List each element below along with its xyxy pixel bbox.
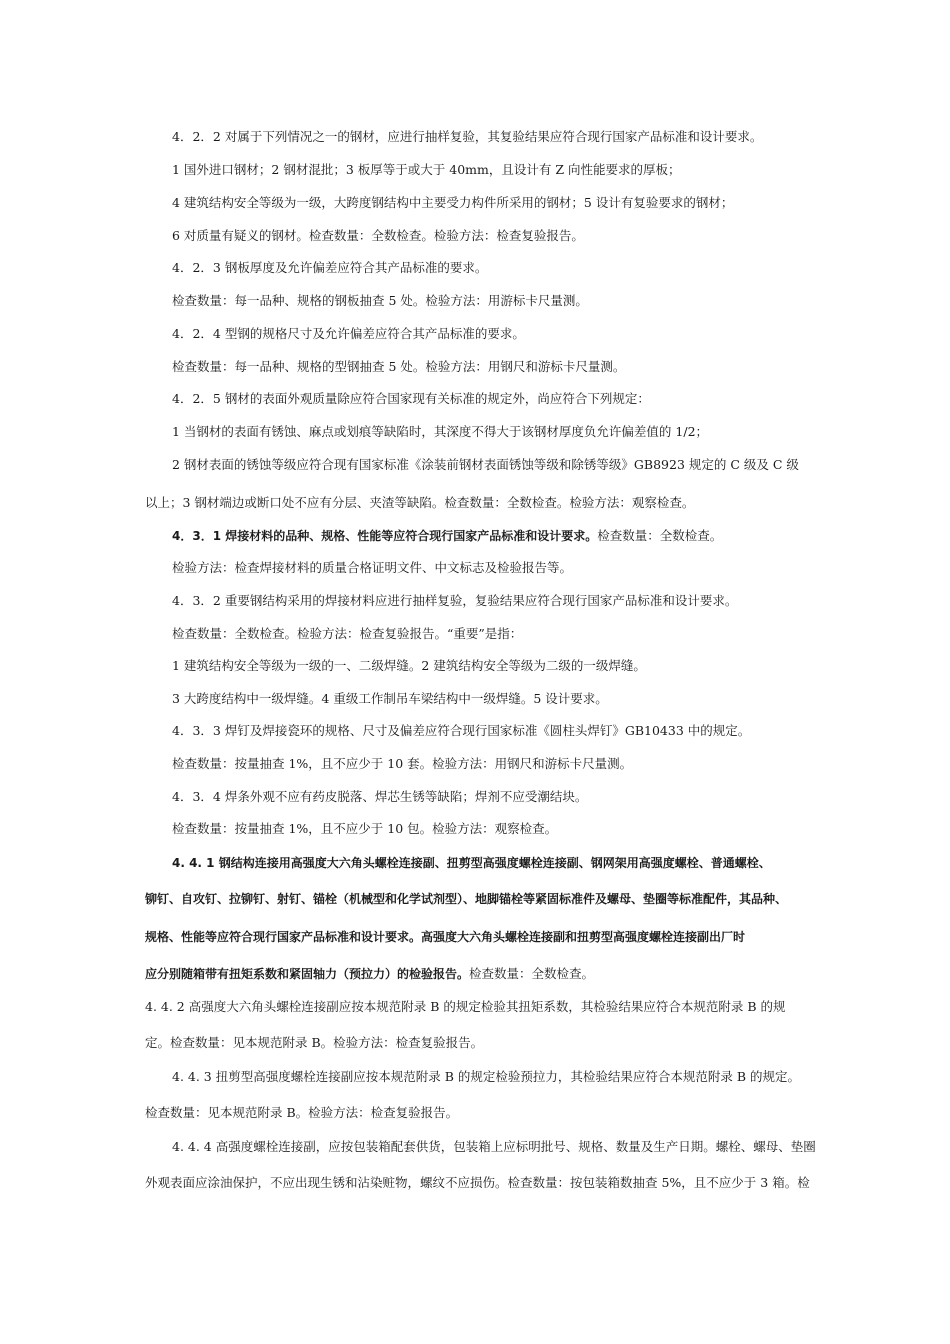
paragraph-4-4-2-line2: 定。检查数量：见本规范附录 B。检验方法：检查复验报告。: [145, 1035, 484, 1050]
paragraph-4-3-3: 4．3．3 焊钉及焊接瓷环的规格、尺寸及偏差应符合现行国家标准《圆柱头焊钉》GB10433 中的规定。: [172, 723, 751, 738]
paragraph-surface-3: 以上；3 钢材端边或断口处不应有分层、夹渣等缺陷。检查数量：全数检查。检验方法：观察检查。: [145, 495, 695, 510]
paragraph-4-4-1-line2: 铆钉、自攻钉、拉铆钉、射钉、锚栓（机械型和化学试剂型）、地脚锚栓等紧固标准件及螺母、垫圈等标准配件，其品种、: [145, 892, 788, 906]
paragraph-4-3-4: 4．3．4 焊条外观不应有药皮脱落、焊芯生锈等缺陷；焊剂不应受潮结块。: [172, 789, 588, 804]
paragraph-4-3-1-method: 检验方法：检查焊接材料的质量合格证明文件、中文标志及检验报告等。: [172, 560, 573, 575]
paragraph-list-4: 4 建筑结构安全等级为一级，大跨度钢结构中主要受力构件所采用的钢材；5 设计有复验要求的钢材；: [172, 195, 734, 210]
paragraph-4-4-4-line2: 外观表面应涂油保护，不应出现生锈和沾染赃物，螺纹不应损伤。检查数量：按包装箱数抽查 5%，且不应少于 3 箱。检: [145, 1175, 810, 1190]
paragraph-check-section-steel: 检查数量：每一品种、规格的型钢抽查 5 处。检验方法：用钢尺和游标卡尺量测。: [172, 359, 626, 374]
paragraph-4-2-4: 4．2．4 型钢的规格尺寸及允许偏差应符合其产品标准的要求。: [172, 326, 525, 341]
paragraph-4-4-1-check: 检查数量：全数检查。: [469, 966, 595, 981]
paragraph-list-6: 6 对质量有疑义的钢材。检查数量：全数检查。检验方法：检查复验报告。: [172, 228, 584, 243]
paragraph-4-4-4-line1: 4. 4. 4 高强度螺栓连接副，应按包装箱配套供货，包装箱上应标明批号、规格、数量及生产日期。螺栓、螺母、垫圈: [172, 1139, 816, 1154]
paragraph-important-3: 3 大跨度结构中一级焊缝。4 重级工作制吊车梁结构中一级焊缝。5 设计要求。: [172, 691, 608, 706]
paragraph-surface-2: 2 钢材表面的锈蚀等级应符合现有国家标准《涂装前钢材表面锈蚀等级和除锈等级》GB8923 规定的 C 级及 C 级: [172, 457, 799, 472]
paragraph-4-2-2: 4．2．2 对属于下列情况之一的钢材，应进行抽样复验，其复验结果应符合现行国家产品标准和设计要求。: [172, 129, 763, 144]
paragraph-4-4-2-line1: 4. 4. 2 高强度大六角头螺栓连接副应按本规范附录 B 的规定检验其扭矩系数，其检验结果应符合本规范附录 B 的规: [145, 999, 786, 1014]
paragraph-4-3-1-heading: 4．3．1 焊接材料的品种、规格、性能等应符合现行国家产品标准和设计要求。: [172, 529, 598, 543]
paragraph-4-3-1-check: 检查数量：全数检查。: [597, 528, 723, 543]
paragraph-important-1: 1 建筑结构安全等级为一级的一、二级焊缝。2 建筑结构安全等级为二级的一级焊缝。: [172, 658, 646, 673]
paragraph-4-3-2: 4．3．2 重要钢结构采用的焊接材料应进行抽样复验，复验结果应符合现行国家产品标准和设计要求。: [172, 593, 738, 608]
paragraph-4-2-5: 4．2．5 钢材的表面外观质量除应符合国家现有关标准的规定外，尚应符合下列规定：: [172, 391, 650, 406]
paragraph-surface-1: 1 当钢材的表面有锈蚀、麻点或划痕等缺陷时，其深度不得大于该钢材厚度负允许偏差值的 1/2；: [172, 424, 709, 439]
paragraph-4-4-1-line1: 4. 4. 1 钢结构连接用高强度大六角头螺栓连接副、扭剪型高强度螺栓连接副、钢网架用高强度螺栓、普通螺栓、: [172, 856, 771, 870]
paragraph-check-steel-plate: 检查数量：每一品种、规格的钢板抽查 5 处。检验方法：用游标卡尺量测。: [172, 293, 588, 308]
paragraph-list-1: 1 国外进口钢材；2 钢材混批；3 板厚等于或大于 40mm，且设计有 Z 向性能要求的厚板；: [172, 162, 681, 177]
paragraph-4-3-3-check: 检查数量：按量抽查 1%，且不应少于 10 套。检验方法：用钢尺和游标卡尺量测。: [172, 756, 633, 771]
paragraph-4-4-3-line2: 检查数量：见本规范附录 B。检验方法：检查复验报告。: [145, 1105, 459, 1120]
paragraph-4-4-1-report: 应分别随箱带有扭矩系数和紧固轴力（预拉力）的检验报告。: [145, 967, 470, 981]
paragraph-4-4-1-line3: 规格、性能等应符合现行国家产品标准和设计要求。高强度大六角头螺栓连接副和扭剪型高强度螺栓连接副出厂时: [145, 930, 746, 944]
paragraph-4-3-1: [172, 527, 722, 545]
paragraph-4-4-3-line1: 4. 4. 3 扭剪型高强度螺栓连接副应按本规范附录 B 的规定检验预拉力，其检验结果应符合本规范附录 B 的规定。: [172, 1069, 800, 1084]
paragraph-4-3-2-check: 检查数量：全数检查。检验方法：检查复验报告。“重要”是指：: [172, 626, 523, 641]
paragraph-4-3-4-check: 检查数量：按量抽查 1%，且不应少于 10 包。检验方法：观察检查。: [172, 821, 558, 836]
paragraph-4-2-3: 4．2．3 钢板厚度及允许偏差应符合其产品标准的要求。: [172, 260, 488, 275]
paragraph-4-4-1-line4: [145, 965, 594, 983]
